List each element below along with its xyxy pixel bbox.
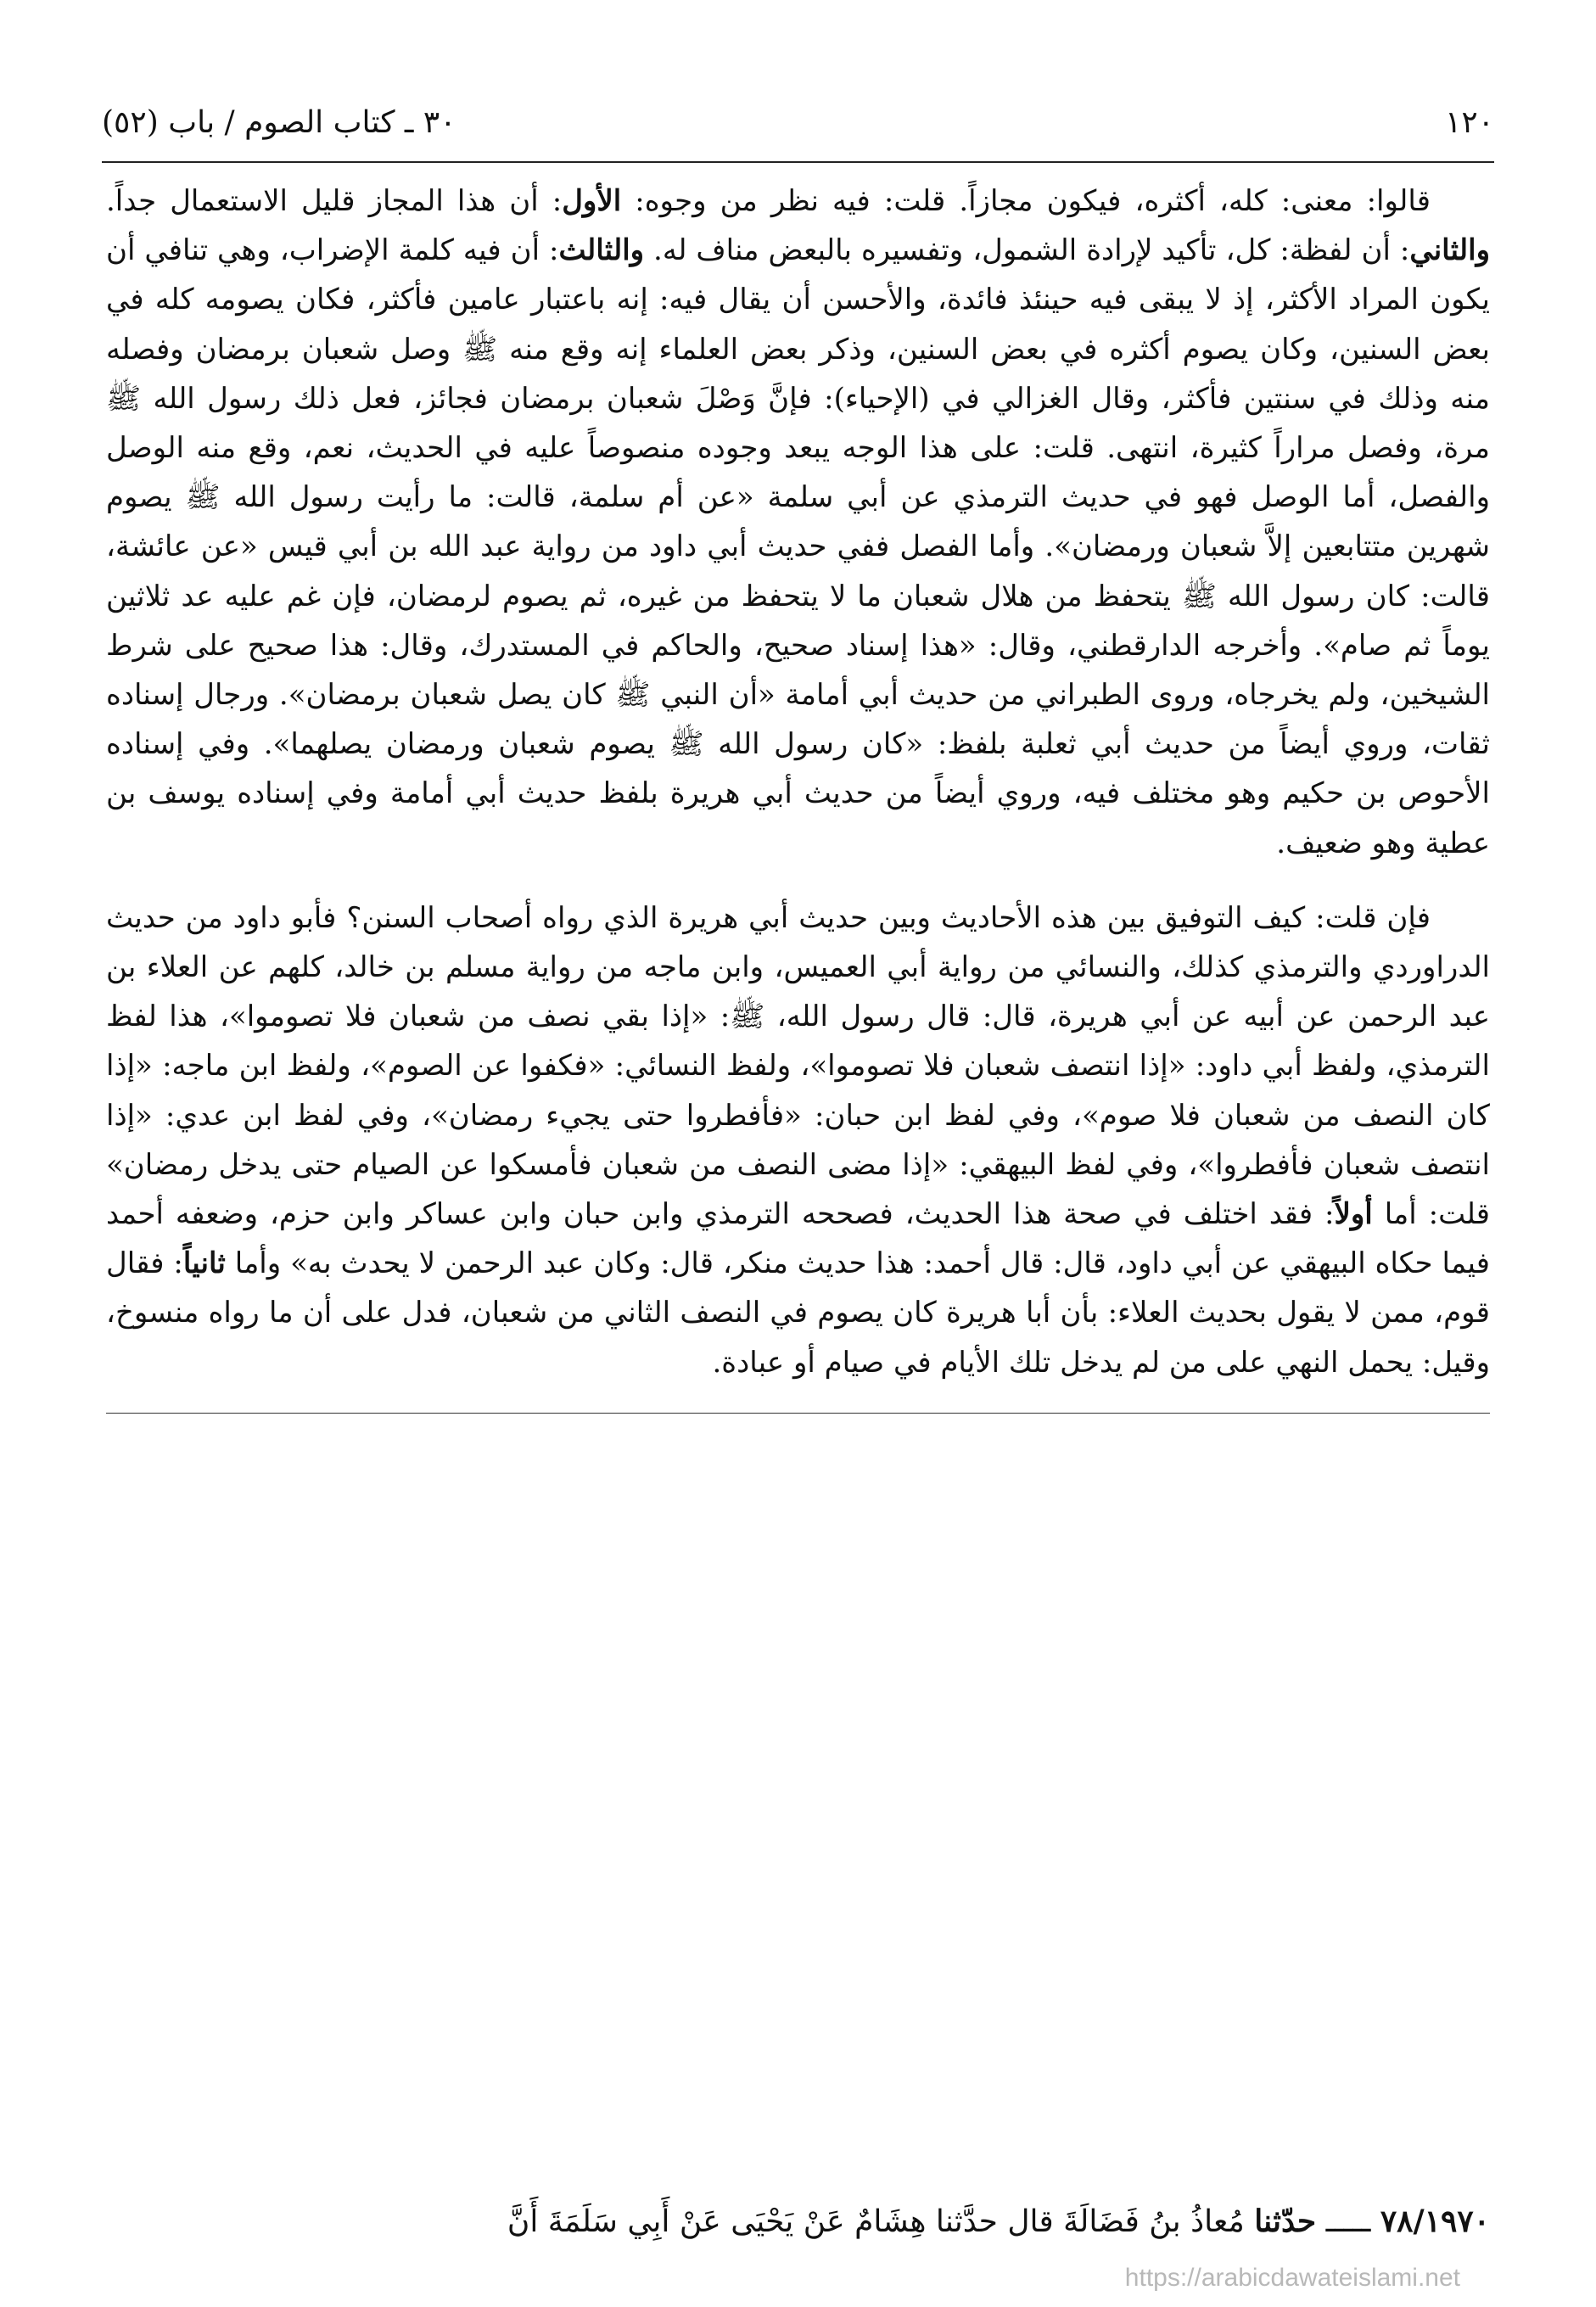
page-header (102, 92, 1494, 153)
bold-term: أولاً (1334, 1197, 1373, 1232)
hadith-line (106, 2198, 1490, 2246)
bold-term: والثالث (558, 233, 645, 268)
text-run: : أن لفظة: كل، تأكيد لإرادة الشمول، وتفسيره بالبعض مناف له. (644, 233, 1410, 268)
hadith-dash: ـــــ (1316, 2204, 1380, 2239)
text-run: : فقد اختلف في صحة هذا الحديث، فصححه الترمذي وابن حبان وابن عساكر وابن حزم، وضعفه أحمد فيما حكاه البيهقي عن أبي داود، قال: قال أحمد: هذا حديث منكر، قال: وكان عبد الرحمن لا يحدث به» وأما (106, 1197, 1490, 1281)
hadith-text: مُعاذُ بنُ فَضَالَةَ قال حدَّثنا هِشَامٌ عَنْ يَحْيَى عَنْ أَبِي سَلَمَةَ أَنَّ (507, 2204, 1255, 2239)
hadith-number: ٧٨/١٩٧٠ (1380, 2203, 1490, 2239)
bold-term: الأول (562, 184, 622, 218)
paragraph-1 (106, 176, 1490, 868)
bold-term: ثانياً (182, 1246, 226, 1281)
body-text (106, 176, 1490, 1425)
watermark-url: https://arabicdawateislami.net (1124, 2264, 1460, 2292)
text-run: : أن هذا المجاز قليل الاستعمال جداً. (106, 184, 563, 218)
text-run: : فقال قوم، ممن لا يقول بحديث العلاء: بأن أبا هريرة كان يصوم في النصف الثاني من شعبان، فدل على أن ما رواه منسوخ، وقيل: يحمل النهي على من لم يدخل تلك الأيام في صيام أو عبادة. (106, 1246, 1490, 1380)
bold-term: والثاني (1409, 233, 1491, 268)
text-run: : أن فيه كلمة الإضراب، وهي تنافي أن يكون المراد الأكثر، إذ لا يبقى فيه حينئذ فائدة، والأحسن أن يقال فيه: إنه باعتبار عامين فأكثر، فكان يصومه كله في بعض السنين، وكان يصوم أكثره في بعض السنين، وذكر بعض العلماء إنه وقع منه ﷺ وصل شعبان برمضان وفصله منه وذلك في سنتين فأكثر، وقال الغزالي في (الإحياء): فإنَّ وَصْلَ شعبان برمضان فجائز، فعل ذلك رسول الله ﷺ مرة، وفصل مراراً كثيرة، انتهى. قلت: على هذا الوجه يبعد وجوده منصوصاً عليه في الحديث، نعم، وقع منه الوصل والفصل، أما الوصل فهو في حديث الترمذي عن أبي سلمة «عن أم سلمة، قالت: ما رأيت رسول الله ﷺ يصوم شهرين متتابعين إلاَّ شعبان ورمضان». وأما الفصل ففي حديث أبي داود من رواية عبد الله بن أبي قيس «عن عائشة، قالت: كان رسول الله ﷺ يتحفظ من هلال شعبان ما لا يتحفظ من غيره، ثم يصوم لرمضان، فإن غم عليه عد ثلاثين يوماً ثم صام». وأخرجه الدارقطني، وقال: «هذا إسناد صحيح، والحاكم في المستدرك، وقال: هذا صحيح على شرط الشيخين، ولم يخرجاه، وروى الطبراني من حديث أبي أمامة «أن النبي ﷺ كان يصل شعبان برمضان». ورجال إسناده ثقات، وروي أيضاً من حديث أبي ثعلبة بلفظ: «كان رسول الله ﷺ يصوم شعبان ورمضان يصلهما». وفي إسناده الأحوص بن حكيم وهو مختلف فيه، وروي أيضاً من حديث أبي هريرة بلفظ حديث أبي أمامة وفي إسناده يوسف بن عطية وهو ضعيف. (106, 233, 1490, 860)
hadith-haddathana: حدّثنا (1254, 2203, 1317, 2239)
text-run: قالوا: معنى: كله، أكثره، فيكون مجازاً. قلت: فيه نظر من وجوه: (621, 184, 1431, 218)
text-run: فإن قلت: كيف التوفيق بين هذه الأحاديث وبين حديث أبي هريرة الذي رواه أصحاب السنن؟ فأبو داود من حديث الدراوردي والترمذي كذلك، والنسائي من رواية أبي العميس، وابن ماجه من رواية مسلم بن خالد، كلهم عن العلاء بن عبد الرحمن عن أبيه عن أبي هريرة، قال: قال رسول الله، ﷺ: «إذا بقي نصف من شعبان فلا تصوموا»، هذا لفظ الترمذي، ولفظ أبي داود: «إذا انتصف شعبان فلا تصوموا»، ولفظ النسائي: «فكفوا عن الصوم»، ولفظ ابن ماجه: «إذا كان النصف من شعبان فلا صوم»، وفي لفظ ابن حبان: «فأفطروا حتى يجيء رمضان»، وفي لفظ ابن عدي: «إذا انتصف شعبان فأفطروا»، وفي لفظ البيهقي: «إذا مضى النصف من شعبان فأمسكوا عن الصيام حتى يدخل رمضان» قلت: أما (106, 900, 1490, 1232)
paragraph-2 (106, 893, 1490, 1387)
running-title: ٣٠ ـ كتاب الصوم / باب (٥٢) (102, 104, 456, 140)
header-divider (102, 161, 1494, 163)
page-number: ١٢٠ (1444, 104, 1494, 140)
footer-divider (106, 1413, 1490, 1414)
